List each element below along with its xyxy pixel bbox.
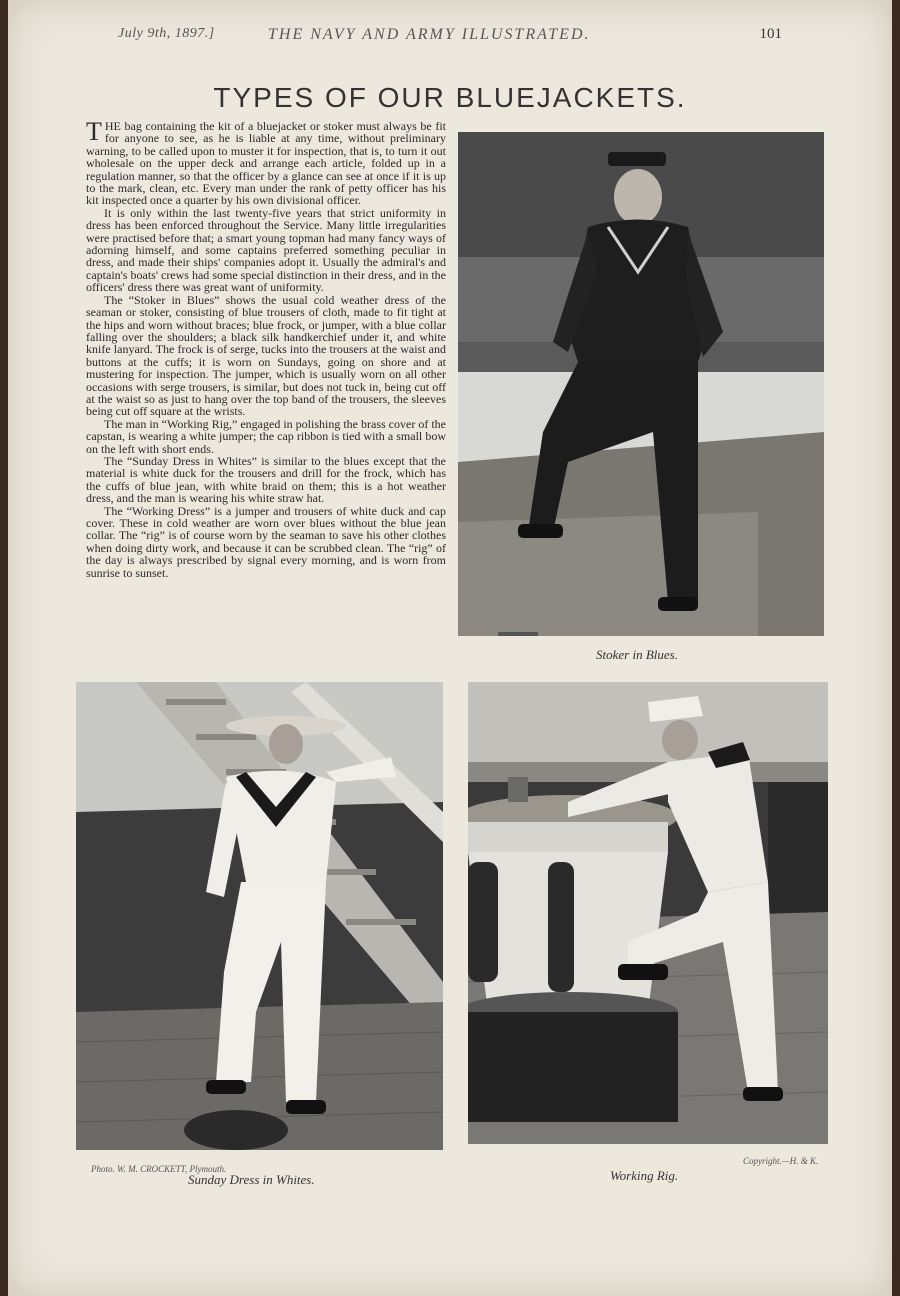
photo-working-rig bbox=[468, 682, 828, 1144]
paragraph: The “Stoker in Blues” shows the usual cold weather dress of the seaman or stoker, consisting of blue trousers of cloth, made to fit tight at the hips and worn without braces; blue frock, or jumper, with a blue collar falling over the shoulders; a black silk handkerchief under it, and white knife lanyard. The frock is of serge, tucks into the trousers at the waist and buttons at the cuffs; it is worn on Sundays, going on shore and at mustering for inspection. The jumper, which is usually worn on all other occasions with serge trousers, is similar, but does not tuck in, being cut off at the waist so as just to hang over the top band of the trousers, the sleeves being cut off square at the wrists. bbox=[86, 292, 446, 419]
photo-stoker-in-blues bbox=[458, 132, 824, 636]
paragraph: The man in “Working Rig,” engaged in polishing the brass cover of the capstan, is wearing a white jumper; the cap ribbon is tied with a small bow on the left with short ends. bbox=[86, 416, 446, 456]
caption-stoker-in-blues: Stoker in Blues. bbox=[596, 647, 678, 662]
photo-credit: Photo. W. M. CROCKETT, Plymouth. bbox=[91, 1164, 227, 1174]
paragraph: The “Working Dress” is a jumper and trousers of white duck and cap cover. These in cold weather are worn over blues without the blue jean collar. The “rig” is of course worn by the seaman to save his other clothes when doing dirty work, and because it can be scrubbed clean. The “rig” of the day is always prescribed by signal every morning, and is worn from sunrise to sunset. bbox=[86, 503, 446, 580]
paragraph: It is only within the last twenty-five years that strict uniformity in dress has been enforced throughout the Service. Many little irregularities were practised before that; a smart young topman had many fancy ways of adorning himself, and some captains preferred something peculiar in dress, and made their ships' companies adopt it. Usually the admiral's and captain's boats' crews had some special distinction in their dress, and in the officers' dress there was great want of uniformity. bbox=[86, 205, 446, 295]
publication-title: THE NAVY AND ARMY ILLUSTRATED. bbox=[268, 26, 591, 43]
paragraph: THE bag containing the kit of a bluejacket or stoker must always be fit for anyone to see, as he is liable at any time, without preliminary warning, to be called upon to muster it for inspection, that is, to turn it out wholesale on the upper deck and arrange each article, folded up in a regulation manner, so that the officer by a glance can see at once if it is up to the mark, clean, etc. Every man under the rank of petty officer has his kit inspected once a quarter by his own divisional officer. bbox=[86, 117, 446, 208]
drop-cap: T bbox=[86, 117, 102, 146]
running-header bbox=[118, 26, 782, 50]
magazine-page bbox=[8, 0, 892, 1296]
caption-sunday-dress-in-whites: Sunday Dress in Whites. bbox=[188, 1172, 315, 1187]
article-body bbox=[86, 117, 446, 580]
article-title: TYPES OF OUR BLUEJACKETS. bbox=[213, 82, 687, 113]
copyright-credit: Copyright.—H. & K. bbox=[743, 1156, 819, 1166]
paragraph: The “Sunday Dress in Whites” is similar to the blues except that the material is white duck for the trousers and drill for the frock, which has the cuffs of blue jean, with white braid on them; this is a hot weather dress, and the man is wearing his white straw hat. bbox=[86, 453, 446, 506]
photo-sunday-dress-in-whites bbox=[76, 682, 443, 1150]
caption-working-rig: Working Rig. bbox=[610, 1168, 679, 1183]
issue-date: July 9th, 1897.] bbox=[118, 26, 215, 41]
page-number: 101 bbox=[759, 26, 782, 42]
